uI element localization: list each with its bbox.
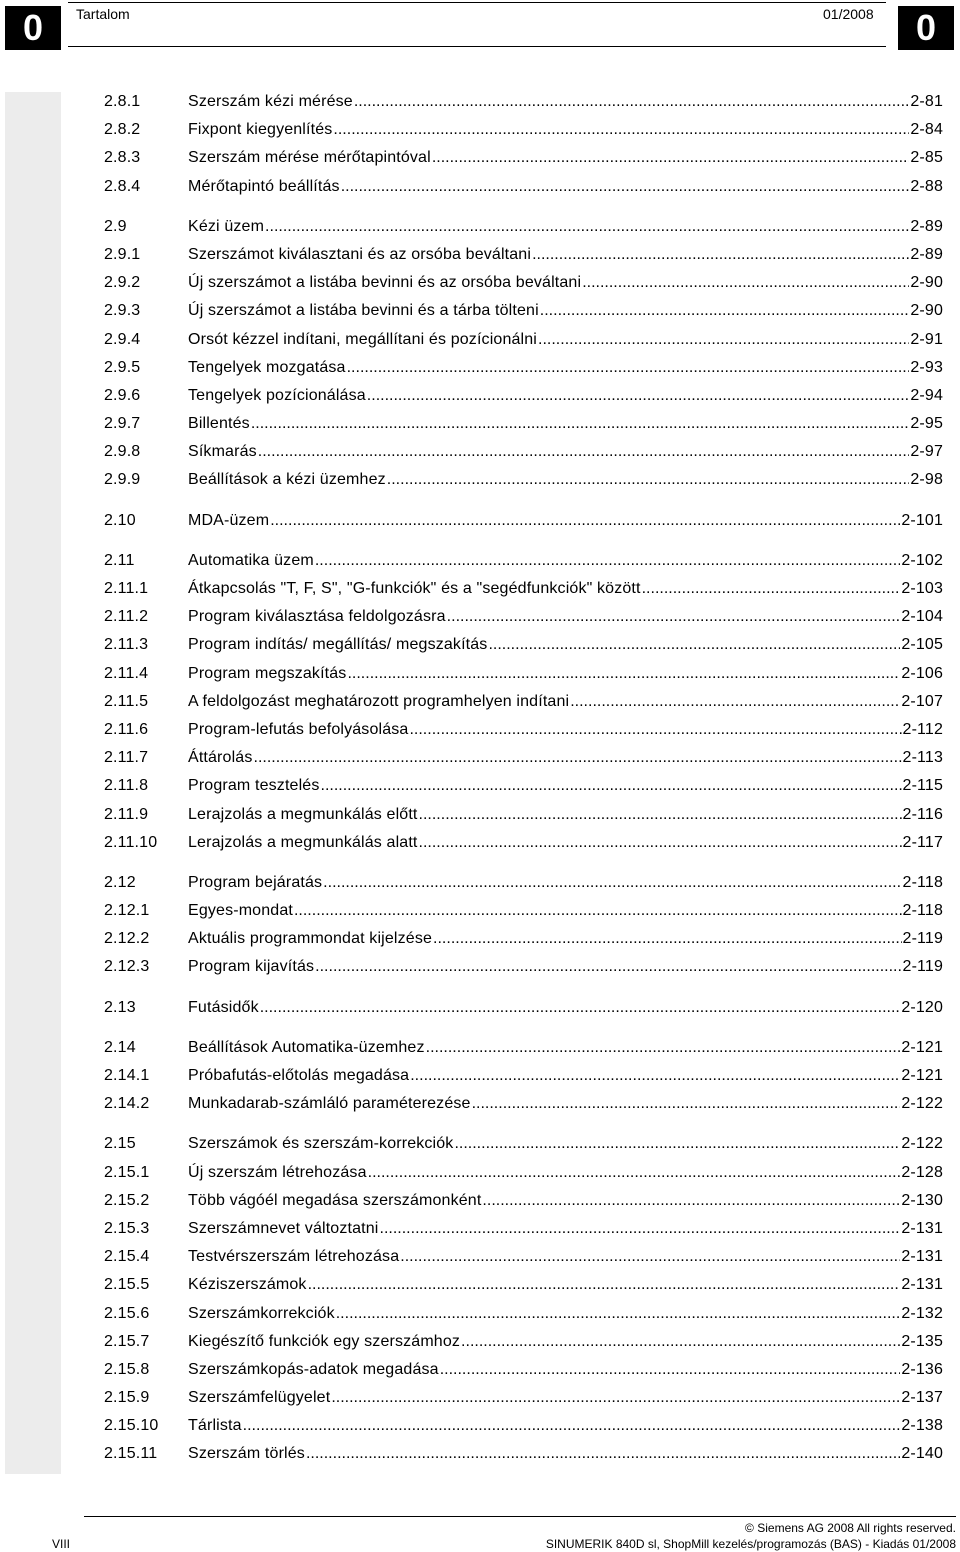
toc-entry-leader-dots	[306, 1443, 900, 1465]
toc-entry-page: 2-104	[901, 608, 943, 626]
toc-entry[interactable]	[104, 550, 943, 578]
toc-entry[interactable]	[104, 1162, 943, 1190]
toc-entry-title: Beállítások Automatika-üzemhez	[188, 1038, 425, 1056]
toc-entry[interactable]	[104, 329, 943, 357]
toc-entry-leader-dots	[354, 91, 910, 113]
toc-entry-number: 2.15.5	[104, 1276, 150, 1294]
toc-entry-page: 2-117	[902, 833, 943, 851]
toc-entry-number: 2.9	[104, 217, 127, 235]
toc-entry-title: Több vágóél megadása szerszámonként	[188, 1191, 482, 1209]
toc-entry[interactable]	[104, 469, 943, 497]
footer-rule	[84, 1516, 956, 1517]
toc-entry-title: Orsót kézzel indítani, megállítani és pozícionálni	[188, 330, 538, 348]
toc-entry-title: Új szerszám létrehozása	[188, 1163, 367, 1181]
toc-entry-page: 2-112	[902, 720, 943, 738]
toc-group-gap	[104, 860, 943, 872]
toc-entry-page: 2-113	[902, 749, 943, 767]
toc-entry-title: Próbafutás-előtolás megadása	[188, 1067, 410, 1084]
footer-copyright: © Siemens AG 2008 All rights reserved.	[745, 1521, 956, 1535]
footer-document-title: SINUMERIK 840D sl, ShopMill kezelés/programozás (BAS) - Kiadás 01/2008	[545, 1537, 956, 1551]
toc-entry-page: 2-135	[901, 1332, 943, 1350]
toc-entry-leader-dots	[432, 147, 910, 169]
toc-group-gap	[104, 1121, 943, 1133]
toc-group-gap	[104, 204, 943, 216]
toc-entry[interactable]	[104, 357, 943, 385]
toc-entry-leader-dots	[447, 606, 901, 628]
toc-entry-title: Szerszám mérése mérőtapintóval	[188, 149, 431, 167]
toc-entry-number: 2.11.10	[104, 833, 158, 851]
toc-entry-leader-dots	[570, 691, 900, 713]
toc-entry[interactable]	[104, 719, 943, 747]
toc-entry-title: Program kijavítás	[188, 958, 315, 976]
toc-entry-title: Tengelyek mozgatása	[188, 358, 346, 376]
toc-entry-number: 2.8.2	[104, 121, 141, 139]
toc-entry[interactable]	[104, 900, 943, 928]
toc-entry-title: Tárlista	[188, 1417, 242, 1435]
toc-entry-title: Kiegészítő funkciók egy szerszámhoz	[188, 1332, 461, 1350]
toc-entry-page: 2-84	[910, 121, 943, 139]
toc-entry-page: 2-98	[910, 471, 943, 489]
toc-entry-title: Program tesztelés	[188, 777, 320, 795]
toc-group-gap	[104, 498, 943, 510]
toc-entry-number: 2.15.1	[104, 1163, 150, 1181]
toc-entry-number: 2.8.4	[104, 177, 141, 195]
toc-entry[interactable]	[104, 1037, 943, 1065]
toc-entry-title: Szerszámfelügyelet	[188, 1389, 331, 1407]
toc-entry[interactable]	[104, 510, 943, 538]
toc-entry[interactable]	[104, 872, 943, 900]
toc-entry-page: 2-81	[910, 93, 943, 110]
toc-entry-title: Program indítás/ megállítás/ megszakítás	[188, 636, 488, 654]
toc-entry[interactable]	[104, 1190, 943, 1218]
toc-entry-leader-dots	[258, 441, 910, 463]
toc-entry-leader-dots	[454, 1133, 900, 1155]
toc-entry-number: 2.15.10	[104, 1417, 159, 1435]
toc-entry-number: 2.11.6	[104, 720, 149, 738]
toc-entry-number: 2.11.2	[104, 608, 149, 626]
toc-entry-number: 2.14.2	[104, 1095, 150, 1113]
toc-entry-leader-dots	[538, 329, 909, 351]
toc-entry-page: 2-131	[901, 1276, 943, 1294]
toc-entry-number: 2.11.5	[104, 692, 149, 710]
toc-entry-leader-dots	[315, 956, 901, 978]
toc-entry-leader-dots	[347, 663, 900, 685]
header-rule-bottom	[68, 46, 886, 47]
toc-entry-title: Beállítások a kézi üzemhez	[188, 471, 386, 489]
toc-entry-number: 2.9.1	[104, 245, 141, 263]
toc-entry[interactable]	[104, 804, 943, 832]
toc-entry-page: 2-107	[901, 692, 943, 710]
toc-entry-leader-dots	[482, 1190, 900, 1212]
toc-entry-number: 2.8.3	[104, 149, 141, 167]
toc-entry[interactable]	[104, 606, 943, 634]
toc-entry-page: 2-97	[910, 443, 943, 461]
toc-entry-number: 2.15.2	[104, 1191, 150, 1209]
toc-entry-page: 2-137	[901, 1389, 943, 1407]
toc-entry-number: 2.15.11	[104, 1445, 158, 1463]
toc-entry[interactable]	[104, 634, 943, 662]
toc-entry[interactable]	[104, 1331, 943, 1359]
toc-entry-number: 2.13	[104, 998, 136, 1016]
toc-entry-number: 2.15.3	[104, 1219, 150, 1237]
toc-entry-number: 2.12.1	[104, 902, 150, 920]
toc-entry-title: Munkadarab-számláló paraméterezése	[188, 1095, 471, 1113]
toc-entry-page: 2-102	[901, 551, 943, 569]
toc-entry-page: 2-105	[901, 636, 943, 654]
toc-entry-leader-dots	[308, 1274, 901, 1296]
toc-entry-title: Testvérszerszám létrehozása	[188, 1248, 400, 1266]
toc-entry[interactable]	[104, 747, 943, 775]
toc-entry[interactable]	[104, 928, 943, 956]
toc-entry[interactable]	[104, 413, 943, 441]
toc-entry-page: 2-122	[901, 1135, 943, 1153]
toc-entry-number: 2.9.3	[104, 302, 141, 320]
toc-entry-number: 2.15.6	[104, 1304, 150, 1322]
toc-group-gap	[104, 1025, 943, 1037]
toc-entry-leader-dots	[321, 775, 902, 797]
header-rule-top	[68, 2, 886, 3]
toc-entry-page: 2-116	[902, 805, 943, 823]
toc-entry-leader-dots	[323, 872, 901, 894]
toc-entry-leader-dots	[270, 510, 900, 532]
toc-entry-leader-dots	[642, 578, 901, 600]
toc-entry[interactable]	[104, 1415, 943, 1443]
toc-entry-page: 2-89	[910, 245, 943, 263]
toc-entry-number: 2.15.7	[104, 1332, 150, 1350]
toc-entry-leader-dots	[540, 300, 910, 322]
toc-entry-page: 2-103	[901, 580, 943, 597]
toc-entry-leader-dots	[368, 1162, 901, 1184]
toc-entry-leader-dots	[419, 804, 902, 826]
header-date: 01/2008	[823, 6, 874, 22]
toc-entry-title: MDA-üzem	[188, 511, 270, 529]
toc-entry-title: Automatika üzem	[188, 551, 314, 569]
margin-side-bar	[5, 92, 61, 1474]
toc-entry-page: 2-101	[901, 511, 943, 529]
toc-entry-number: 2.11.3	[104, 636, 149, 654]
table-of-contents	[104, 91, 943, 1472]
toc-entry-title: Aktuális programmondat kijelzése	[188, 930, 433, 948]
toc-entry-page: 2-90	[910, 274, 943, 292]
toc-entry[interactable]	[104, 119, 943, 147]
toc-entry-leader-dots	[461, 1331, 900, 1353]
toc-entry[interactable]	[104, 1359, 943, 1387]
toc-entry[interactable]	[104, 1133, 943, 1161]
toc-entry-number: 2.9.7	[104, 415, 141, 433]
toc-entry-page: 2-93	[910, 358, 943, 376]
toc-entry-page: 2-94	[910, 386, 943, 404]
toc-entry-title: Program megszakítás	[188, 664, 347, 682]
toc-entry-title: Program bejáratás	[188, 873, 323, 891]
toc-entry[interactable]	[104, 176, 943, 204]
toc-entry-page: 2-132	[901, 1304, 943, 1322]
toc-entry[interactable]	[104, 216, 943, 244]
toc-entry-title: Lerajzolás a megmunkálás alatt	[188, 833, 418, 851]
toc-entry-number: 2.15	[104, 1135, 136, 1153]
header-title: Tartalom	[76, 6, 130, 22]
toc-entry-number: 2.15.8	[104, 1360, 150, 1378]
toc-entry[interactable]	[104, 385, 943, 413]
toc-entry-page: 2-118	[902, 902, 943, 920]
toc-entry-title: Lerajzolás a megmunkálás előtt	[188, 805, 418, 823]
toc-entry-number: 2.12	[104, 873, 136, 891]
toc-entry-number: 2.10	[104, 511, 136, 529]
toc-entry-leader-dots	[254, 747, 902, 769]
toc-entry[interactable]	[104, 691, 943, 719]
toc-entry-number: 2.11.1	[104, 580, 149, 597]
toc-entry-page: 2-120	[901, 998, 943, 1016]
toc-entry-number: 2.14.1	[104, 1067, 150, 1084]
toc-entry-page: 2-130	[901, 1191, 943, 1209]
toc-entry-title: Fixpont kiegyenlítés	[188, 121, 333, 139]
toc-entry-number: 2.9.2	[104, 274, 141, 292]
footer-page-number: VIII	[52, 1537, 71, 1551]
toc-entry[interactable]	[104, 832, 943, 860]
toc-entry[interactable]	[104, 1218, 943, 1246]
toc-entry-title: Szerszámnevet változtatni	[188, 1219, 379, 1237]
toc-entry-page: 2-138	[901, 1417, 943, 1435]
toc-entry-page: 2-89	[910, 217, 943, 235]
toc-entry[interactable]	[104, 1274, 943, 1302]
toc-entry-leader-dots	[347, 357, 910, 379]
toc-entry-number: 2.9.5	[104, 358, 141, 376]
toc-entry-title: Futásidők	[188, 998, 259, 1016]
toc-entry[interactable]	[104, 663, 943, 691]
toc-entry-page: 2-121	[901, 1038, 943, 1056]
toc-entry-number: 2.9.6	[104, 386, 141, 404]
toc-entry-title: Átkapcsolás "T, F, S", "G-funkciók" és a "segédfunkciók" között	[188, 580, 641, 597]
toc-entry[interactable]	[104, 1443, 943, 1471]
toc-entry[interactable]	[104, 1303, 943, 1331]
toc-entry-leader-dots	[400, 1246, 900, 1268]
toc-entry-leader-dots	[331, 1387, 900, 1409]
toc-entry-title: Szerszámkopás-adatok megadása	[188, 1360, 439, 1378]
toc-entry-leader-dots	[336, 1303, 901, 1325]
toc-entry-title: Szerszámkorrekciók	[188, 1304, 335, 1322]
toc-entry-title: Tengelyek pozícionálása	[188, 386, 366, 404]
chapter-number-left: 0	[5, 6, 61, 50]
toc-entry-title: Új szerszámot a listába bevinni és az orsóba beváltani	[188, 274, 582, 292]
toc-entry-title: Áttárolás	[188, 749, 253, 767]
toc-entry-number: 2.12.2	[104, 930, 150, 948]
toc-entry-number: 2.11.9	[104, 805, 149, 823]
toc-entry-title: Kéziszerszámok	[188, 1276, 307, 1294]
toc-entry-leader-dots	[419, 832, 902, 854]
toc-entry-leader-dots	[315, 550, 900, 572]
toc-entry-leader-dots	[243, 1415, 901, 1437]
toc-entry-title: Szerszámok és szerszám-korrekciók	[188, 1135, 454, 1153]
toc-entry-leader-dots	[410, 1065, 900, 1087]
toc-entry-number: 2.9.4	[104, 330, 141, 348]
toc-entry[interactable]	[104, 1093, 943, 1121]
toc-group-gap	[104, 538, 943, 550]
toc-entry-number: 2.11.4	[104, 664, 149, 682]
toc-entry-number: 2.11	[104, 551, 135, 569]
toc-entry-number: 2.9.9	[104, 471, 141, 489]
toc-entry[interactable]	[104, 1246, 943, 1274]
toc-entry-number: 2.8.1	[104, 93, 141, 110]
toc-entry-title: Szerszám kézi mérése	[188, 93, 353, 110]
toc-entry-title: Új szerszámot a listába bevinni és a tárba tölteni	[188, 302, 539, 320]
toc-entry-leader-dots	[426, 1037, 901, 1059]
toc-entry[interactable]	[104, 1065, 943, 1093]
toc-entry-page: 2-121	[901, 1067, 943, 1084]
toc-entry-leader-dots	[341, 176, 910, 198]
toc-entry-page: 2-136	[901, 1360, 943, 1378]
toc-entry-title: Síkmarás	[188, 443, 257, 461]
toc-entry-leader-dots	[367, 385, 910, 407]
toc-entry-leader-dots	[251, 413, 910, 435]
toc-entry-page: 2-122	[901, 1095, 943, 1113]
toc-entry-leader-dots	[472, 1093, 901, 1115]
toc-entry[interactable]	[104, 775, 943, 803]
toc-entry-page: 2-88	[910, 177, 943, 195]
toc-entry-leader-dots	[265, 216, 909, 238]
toc-entry-page: 2-119	[902, 930, 943, 948]
toc-entry-leader-dots	[433, 928, 901, 950]
toc-entry[interactable]	[104, 997, 943, 1025]
toc-entry-leader-dots	[582, 272, 909, 294]
toc-entry-page: 2-91	[910, 330, 943, 348]
toc-entry-title: Mérőtapintó beállítás	[188, 177, 340, 195]
toc-entry-title: Kézi üzem	[188, 217, 265, 235]
toc-entry[interactable]	[104, 272, 943, 300]
toc-group-gap	[104, 985, 943, 997]
toc-entry-number: 2.11.7	[104, 749, 149, 767]
toc-entry-leader-dots	[294, 900, 902, 922]
toc-entry-page: 2-106	[901, 664, 943, 682]
toc-entry-leader-dots	[440, 1359, 901, 1381]
toc-entry-page: 2-95	[910, 415, 943, 433]
toc-entry-page: 2-115	[902, 777, 943, 795]
toc-entry-title: Egyes-mondat	[188, 902, 293, 920]
toc-entry-title: Szerszám törlés	[188, 1445, 305, 1463]
toc-entry-title: Billentés	[188, 415, 250, 433]
toc-entry-number: 2.15.4	[104, 1248, 150, 1266]
toc-entry-leader-dots	[380, 1218, 901, 1240]
toc-entry-number: 2.9.8	[104, 443, 141, 461]
toc-entry-page: 2-118	[902, 873, 943, 891]
toc-entry-page: 2-131	[901, 1248, 943, 1266]
toc-entry-page: 2-140	[901, 1445, 943, 1463]
toc-entry-page: 2-90	[910, 302, 943, 320]
toc-entry-number: 2.15.9	[104, 1389, 150, 1407]
toc-entry-leader-dots	[409, 719, 901, 741]
toc-entry-page: 2-85	[910, 149, 943, 167]
toc-entry-title: Program-lefutás befolyásolása	[188, 720, 409, 738]
toc-entry-number: 2.11.8	[104, 777, 149, 795]
toc-entry-title: A feldolgozást meghatározott programhelyen indítani	[188, 692, 570, 710]
toc-entry[interactable]	[104, 578, 943, 606]
toc-entry-page: 2-128	[901, 1163, 943, 1181]
toc-entry-leader-dots	[488, 634, 900, 656]
toc-entry-leader-dots	[260, 997, 901, 1019]
toc-entry-leader-dots	[532, 244, 909, 266]
toc-entry-leader-dots	[333, 119, 909, 141]
toc-entry[interactable]	[104, 300, 943, 328]
toc-entry-page: 2-119	[902, 958, 943, 976]
toc-entry[interactable]	[104, 244, 943, 272]
toc-entry[interactable]	[104, 441, 943, 469]
toc-entry-number: 2.12.3	[104, 958, 150, 976]
toc-entry[interactable]	[104, 956, 943, 984]
toc-entry-page: 2-131	[901, 1219, 943, 1237]
toc-entry-title: Szerszámot kiválasztani és az orsóba beváltani	[188, 245, 532, 263]
toc-entry-number: 2.14	[104, 1038, 136, 1056]
toc-entry[interactable]	[104, 91, 943, 119]
toc-entry-title: Program kiválasztása feldolgozásra	[188, 608, 446, 626]
toc-entry-leader-dots	[387, 469, 910, 491]
toc-entry[interactable]	[104, 1387, 943, 1415]
chapter-number-right: 0	[898, 6, 954, 50]
toc-entry[interactable]	[104, 147, 943, 175]
